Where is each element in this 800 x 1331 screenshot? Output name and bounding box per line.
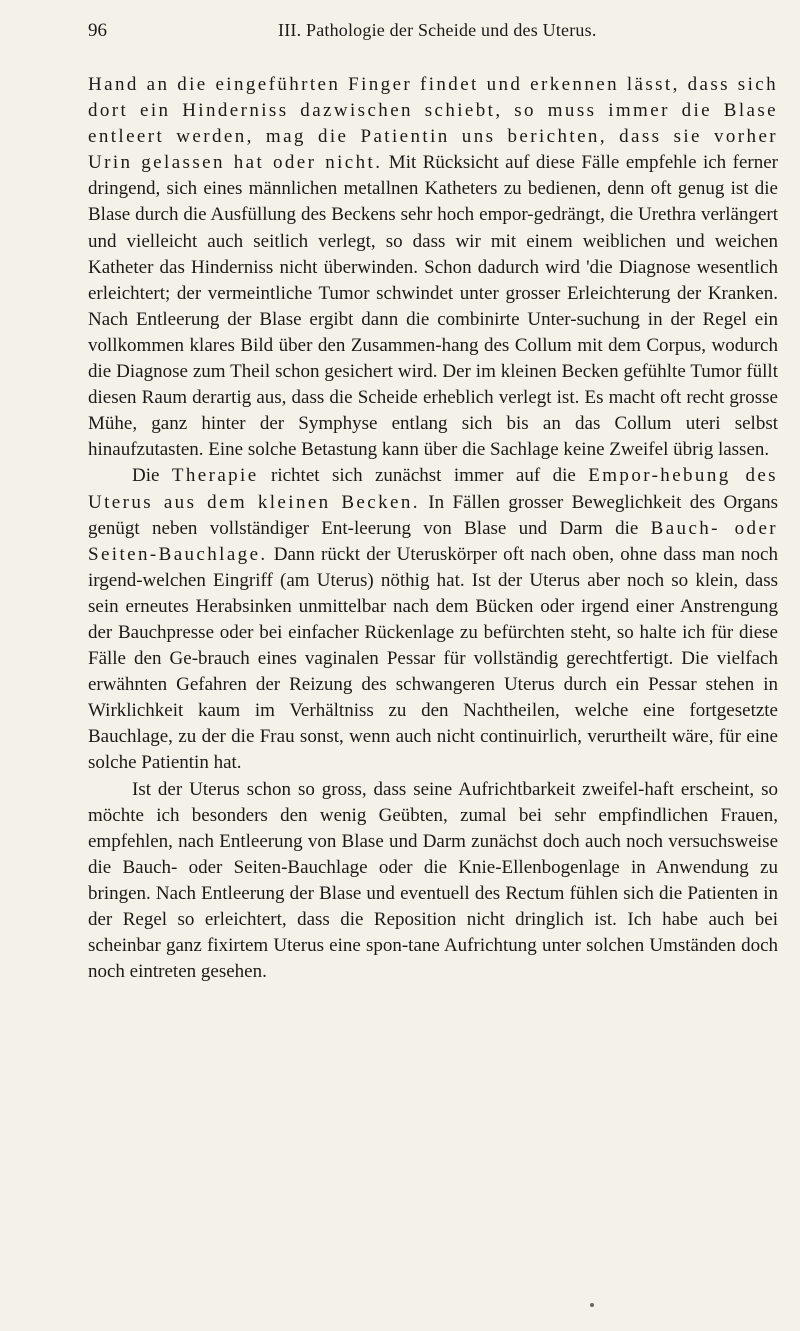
spaced-text: Hand an die eingeführten Finger findet und erkennen lässt, dass sich dort ein Hinderniss dazwischen schiebt, so muss immer die Blase entleert werden, mag die Patientin uns berichten, dass sie vorher Urin gelassen hat oder nicht. — [88, 74, 778, 174]
body-text — [88, 72, 778, 985]
ink-spot — [590, 1303, 594, 1307]
text-run: In Fällen grosser Beweglichkeit des Organs genügt neben vollständiger Ent-leerung von Blase und Darm die — [88, 491, 779, 539]
spaced-term-therapie: Therapie — [171, 465, 259, 487]
paragraph-3 — [88, 777, 778, 986]
paragraph-2 — [88, 463, 778, 776]
text-run: richtet sich zunächst immer auf die — [258, 465, 589, 487]
page-number: 96 — [88, 20, 107, 41]
text-run: Dann rückt der Uteruskörper oft nach oben, ohne dass man noch irgend-welchen Eingriff (am Uterus) nöthig hat. Ist der Uterus aber noch so klein, dass sein erneutes Herabsinken unmittelbar nach dem Bücken oder irgend einer Anstrengung der Bauchpresse oder bei einfacher Rückenlage zu befürchten steht, so halte ich für diese Fälle den Ge-brauch eines vaginalen Pessar für vollständig gerechtfertigt. Die vielfach erwähnten Gefahren der Reizung des schwangeren Uterus durch ein Pessar stehen in Wirklichkeit kaum im Verhältniss zu den Nachtheilen, welche eine fortgesetzte Bauchlage, zu der die Frau sonst, wenn auch nicht continuirlich, verurtheilt wäre, für eine solche Patientin hat. — [88, 543, 778, 774]
spaced-term-bauchlage: Bauch- oder Seiten-Bauchlage. — [88, 517, 778, 565]
running-title: III. Pathologie der Scheide und des Uterus. — [278, 20, 597, 40]
text-run: Ist der Uterus schon so gross, dass seine Aufrichtbarkeit zweifel-haft erscheint, so möchte ich besonders den wenig Geübten, zumal bei sehr empfindlichen Frauen, empfehlen, nach Entleerung von Blase und Darm zunächst doch auch noch versuchsweise die Bauch- oder Seiten-Bauchlage oder die Knie-Ellenbogenlage in Anwendung zu bringen. Nach Entleerung der Blase und eventuell des Rectum fühlen sich die Patienten in der Regel so erleichtert, dass die Reposition nicht dringlich ist. Ich habe auch bei scheinbar ganz fixirtem Uterus eine spon-tane Aufrichtung unter solchen Umständen doch noch eintreten gesehen. — [88, 778, 778, 983]
text-run: Mit Rücksicht auf diese Fälle empfehle ich ferner dringend, sich eines männlichen metallnen Katheters zu bedienen, denn oft genug ist die Blase durch die Ausfüllung des Beckens sehr hoch empor-gedrängt, die Urethra verlängert und vielleicht auch seitlich verlegt, so dass wir mit einem weiblichen und weichen Katheter das Hinderniss nicht überwinden. Schon dadurch wird 'die Diagnose wesentlich erleichtert; der vermeintliche Tumor schwindet unter grosser Erleichterung der Kranken. Nach Entleerung der Blase ergibt dann die combinirte Unter-suchung in der Regel ein vollkommen klares Bild über den Zusammen-hang des Collum mit dem Corpus, wodurch die Diagnose zum Theil schon gesichert wird. Der im kleinen Becken gefühlte Tumor füllt diesen Raum derartig aus, dass die Scheide erheblich verlegt ist. Es macht oft recht grosse Mühe, ganz hinter der Symphyse entlang sich bis an das Collum uteri selbst hinaufzutasten. Eine solche Betastung kann über die Sachlage keine Zweifel übrig lassen. — [88, 152, 778, 461]
text-run: Die — [132, 465, 172, 487]
paragraph-1 — [88, 72, 778, 463]
page-header — [88, 20, 778, 46]
spaced-term-emporhebung: Empor-hebung des Uterus aus dem kleinen Becken. — [88, 465, 778, 513]
